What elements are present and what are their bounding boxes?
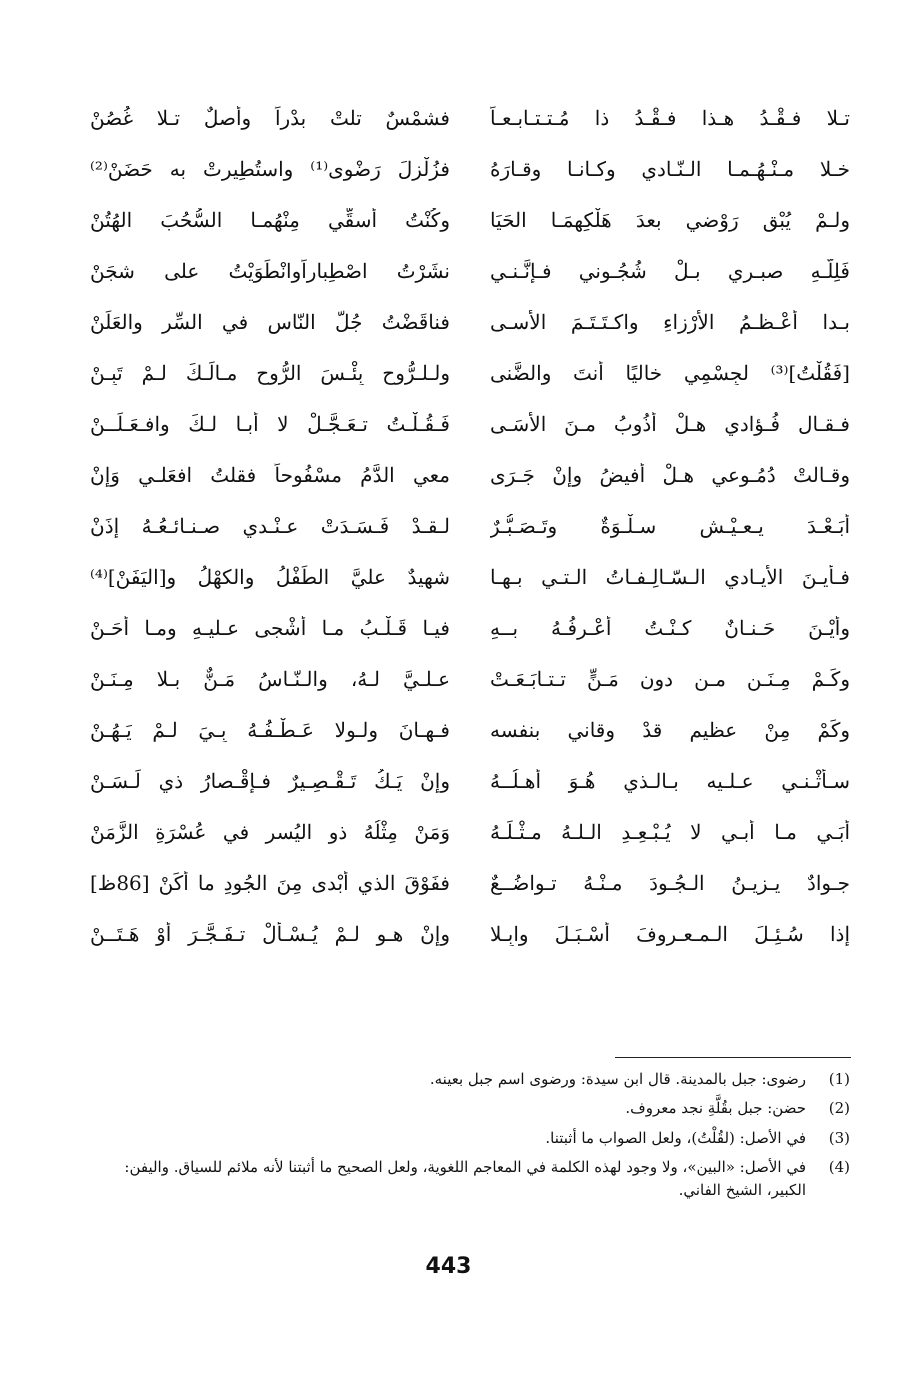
footnote-text: في الأصل: (لقُلْتُ)، ولعل الصواب ما أثبتنا. [545, 1128, 806, 1147]
footnote [110, 1127, 850, 1150]
footnote-text: رضوى: جبل بالمدينة. قال ابن سيدة: ورضوى اسم جبل بعينه. [429, 1070, 806, 1088]
verse-line [90, 653, 850, 704]
first-hemistich: [فَقُلْتُ]⁽³⁾ لجِسْمِي خاليًا أنتَ والضَّنى [490, 360, 850, 385]
first-hemistich: إذا سُـئِـلَ الـمـعـروفَ أسْـبَـلَ وابِـلا [490, 921, 850, 946]
footnote-number: (1) [828, 1070, 850, 1088]
second-hemistich: لـقـدْ فَـسَـدَتْ عـنْـدي صـنـائـعُـهُ إذَنْ [90, 513, 450, 538]
first-hemistich: وقـالتْ دُمُـوعي هـلْ أفيضُ وإنْ جَـرَى [490, 462, 850, 487]
first-hemistich: أبَـعْـدَ يـعـيْـشٍ سـلْـوَةٌ وتَـصَـبُّـرٌ [490, 513, 850, 538]
second-hemistich: فناقَضْتُ جُلَّ النّاسِ في السِّر والعَلَنْ [90, 309, 450, 334]
footnote-separator [615, 1057, 851, 1058]
second-hemistich: ففَوْقَ الذي أبْدى مِنَ الجُودِ ما أكَنْ [86ظ] [90, 870, 450, 895]
second-hemistich: وكُنْتُ أسقِّي مِنْهُمـا السُّحُبَ الهُتُنْ [90, 207, 450, 232]
footnote [110, 1097, 850, 1120]
second-hemistich: فيـا قَـلْـبُ مـا أشْجى عـليـهِ ومـا أحَـنْ [90, 615, 450, 640]
verse-line [90, 704, 850, 755]
second-hemistich: وإنْ هـو لـمْ يُـسْـأَلْ تـفَـجَّـرَ أوْ هَـتَــنْ [90, 921, 450, 946]
verse-line [90, 551, 850, 602]
page-number: 443 [425, 1254, 472, 1279]
verse-line [90, 92, 850, 143]
first-hemistich: فـقـال فُـؤادي هـلْ أذُوبُ مـنَ الأسَـى [490, 411, 850, 436]
first-hemistich: خـلا مـنْـهُـمـا الـنّـادي وكـانـا وقـارَهُ [490, 156, 850, 181]
second-hemistich: شهيدٌ عليَّ الطِّفْلُ والكهْلُ و[اليَفَنْ]⁽⁴⁾ [90, 564, 450, 589]
verse-line [90, 143, 850, 194]
verse-line [90, 908, 850, 959]
verse-line [90, 194, 850, 245]
footnote-text: حضن: جبل بقُلَّةِ نجد معروف. [625, 1099, 806, 1118]
first-hemistich: سـأُثْـنـي عـلـيه بـالـذي هُـوَ أهـلُــهُ [490, 768, 850, 793]
footnote [110, 1156, 850, 1203]
verse-line [90, 500, 850, 551]
first-hemistich: ولـمْ يُبْقِ رَوْضي بعدَ هَلْكِهِمَـا الحَيَا [490, 207, 850, 232]
second-hemistich: وإنْ يَـكُ تَـقْـصِـيرٌ فـإقْـصارُ ذي لَـسَـنْ [90, 768, 450, 793]
footnote-text: في الأصل: «البين»، ولا وجود لهذه الكلمة في المعاجم اللغوية، ولعل الصحيح ما أثبتنا لأنه ملائم للسياق. واليفن: الكبير، الشيخ الفاني. [124, 1157, 806, 1199]
second-hemistich: فزُلْزِلَ رَضْوى⁽¹⁾ واستُطِيرتْ به حَضَنْ⁽²⁾ [90, 156, 450, 181]
second-hemistich: فشمْسٌ تلتْ بدْراً وأصلٌ تـلا غُصُنْ [90, 105, 450, 130]
first-hemistich: وكَـمْ مِـنَـنٍ مـن دون مَـنٍّ تـتـابَـعَـتْ [490, 666, 850, 691]
first-hemistich: فَلِلَّـهِ صبـري بـلْ شُجُـوني فـإنَّـنـي [490, 258, 850, 283]
first-hemistich: بـدا أعْـظـمُ الأرْزاءِ واكـتَـتَـمَ الأسـى [490, 309, 850, 334]
footnote-number: (3) [828, 1128, 850, 1147]
verse-line [90, 245, 850, 296]
second-hemistich: معي الدَّمُ مسْفُوحاً فقلتُ افعَلـي وَإنْ [90, 462, 450, 487]
verse-line [90, 602, 850, 653]
verse-line [90, 449, 850, 500]
first-hemistich: جـوادٌ يـزيـنُ الـجُـودَ مـنْـهُ تـواضُــعٌ [490, 870, 850, 895]
verse-line [90, 347, 850, 398]
verse-line [90, 398, 850, 449]
second-hemistich: ولـلـرُّوحِ بِئْـسَ الرُّوحِ مـالَـكَ لـمْ تَبِـنْ [90, 360, 450, 385]
second-hemistich: فـهـانَ ولـولا عَـطْـفُـهُ بِـيَ لـمْ يَـهُـنْ [90, 717, 450, 742]
first-hemistich: فـأيـنَ الأيـادي الـسّـالِـفـاتُ الـتـي بـهـا [490, 564, 850, 589]
verse-line [90, 857, 850, 908]
footnote [110, 1068, 850, 1091]
footnote-number: (2) [828, 1099, 850, 1118]
verse-line [90, 806, 850, 857]
verse-line [90, 755, 850, 806]
first-hemistich: وأيْـنَ حَـنـانٌ كـنْـتُ أعْـرِفُـهُ بــهِ [490, 615, 850, 640]
first-hemistich: تـلا فـقْـدُ هـذا فـقْـدُ ذا مُـتـتـابـعـاً [490, 105, 850, 130]
poem-body [90, 92, 850, 959]
footnote-number: (4) [828, 1157, 850, 1176]
second-hemistich: عـلـيَّ لـهُ، والـنّـاسُ مَـنٌّ بـلا مِـنَـنْ [90, 666, 450, 691]
second-hemistich: وَمَنْ مِثْلُهُ ذو اليُسرِ في عُسْرَةِ الزَّمَنْ [90, 819, 450, 844]
first-hemistich: أبَـي مـا أبـي لا يُـبْـعِـدِ الـلـهُ مـثْـلَـهُ [490, 819, 850, 844]
second-hemistich: نشَرْتُ اصْطِباراًوانْطَوَيْتُ على شجَنْ [90, 258, 450, 283]
second-hemistich: فَـقُـلْـتُ تـعَـجَّـلْ لا أبـا لـكَ وافـعَـلَــنْ [90, 411, 450, 436]
footnotes [110, 1068, 850, 1208]
first-hemistich: وكَمْ مِنْ عظيمٍ قدْ وقاني بنفسه [490, 717, 850, 742]
verse-line [90, 296, 850, 347]
